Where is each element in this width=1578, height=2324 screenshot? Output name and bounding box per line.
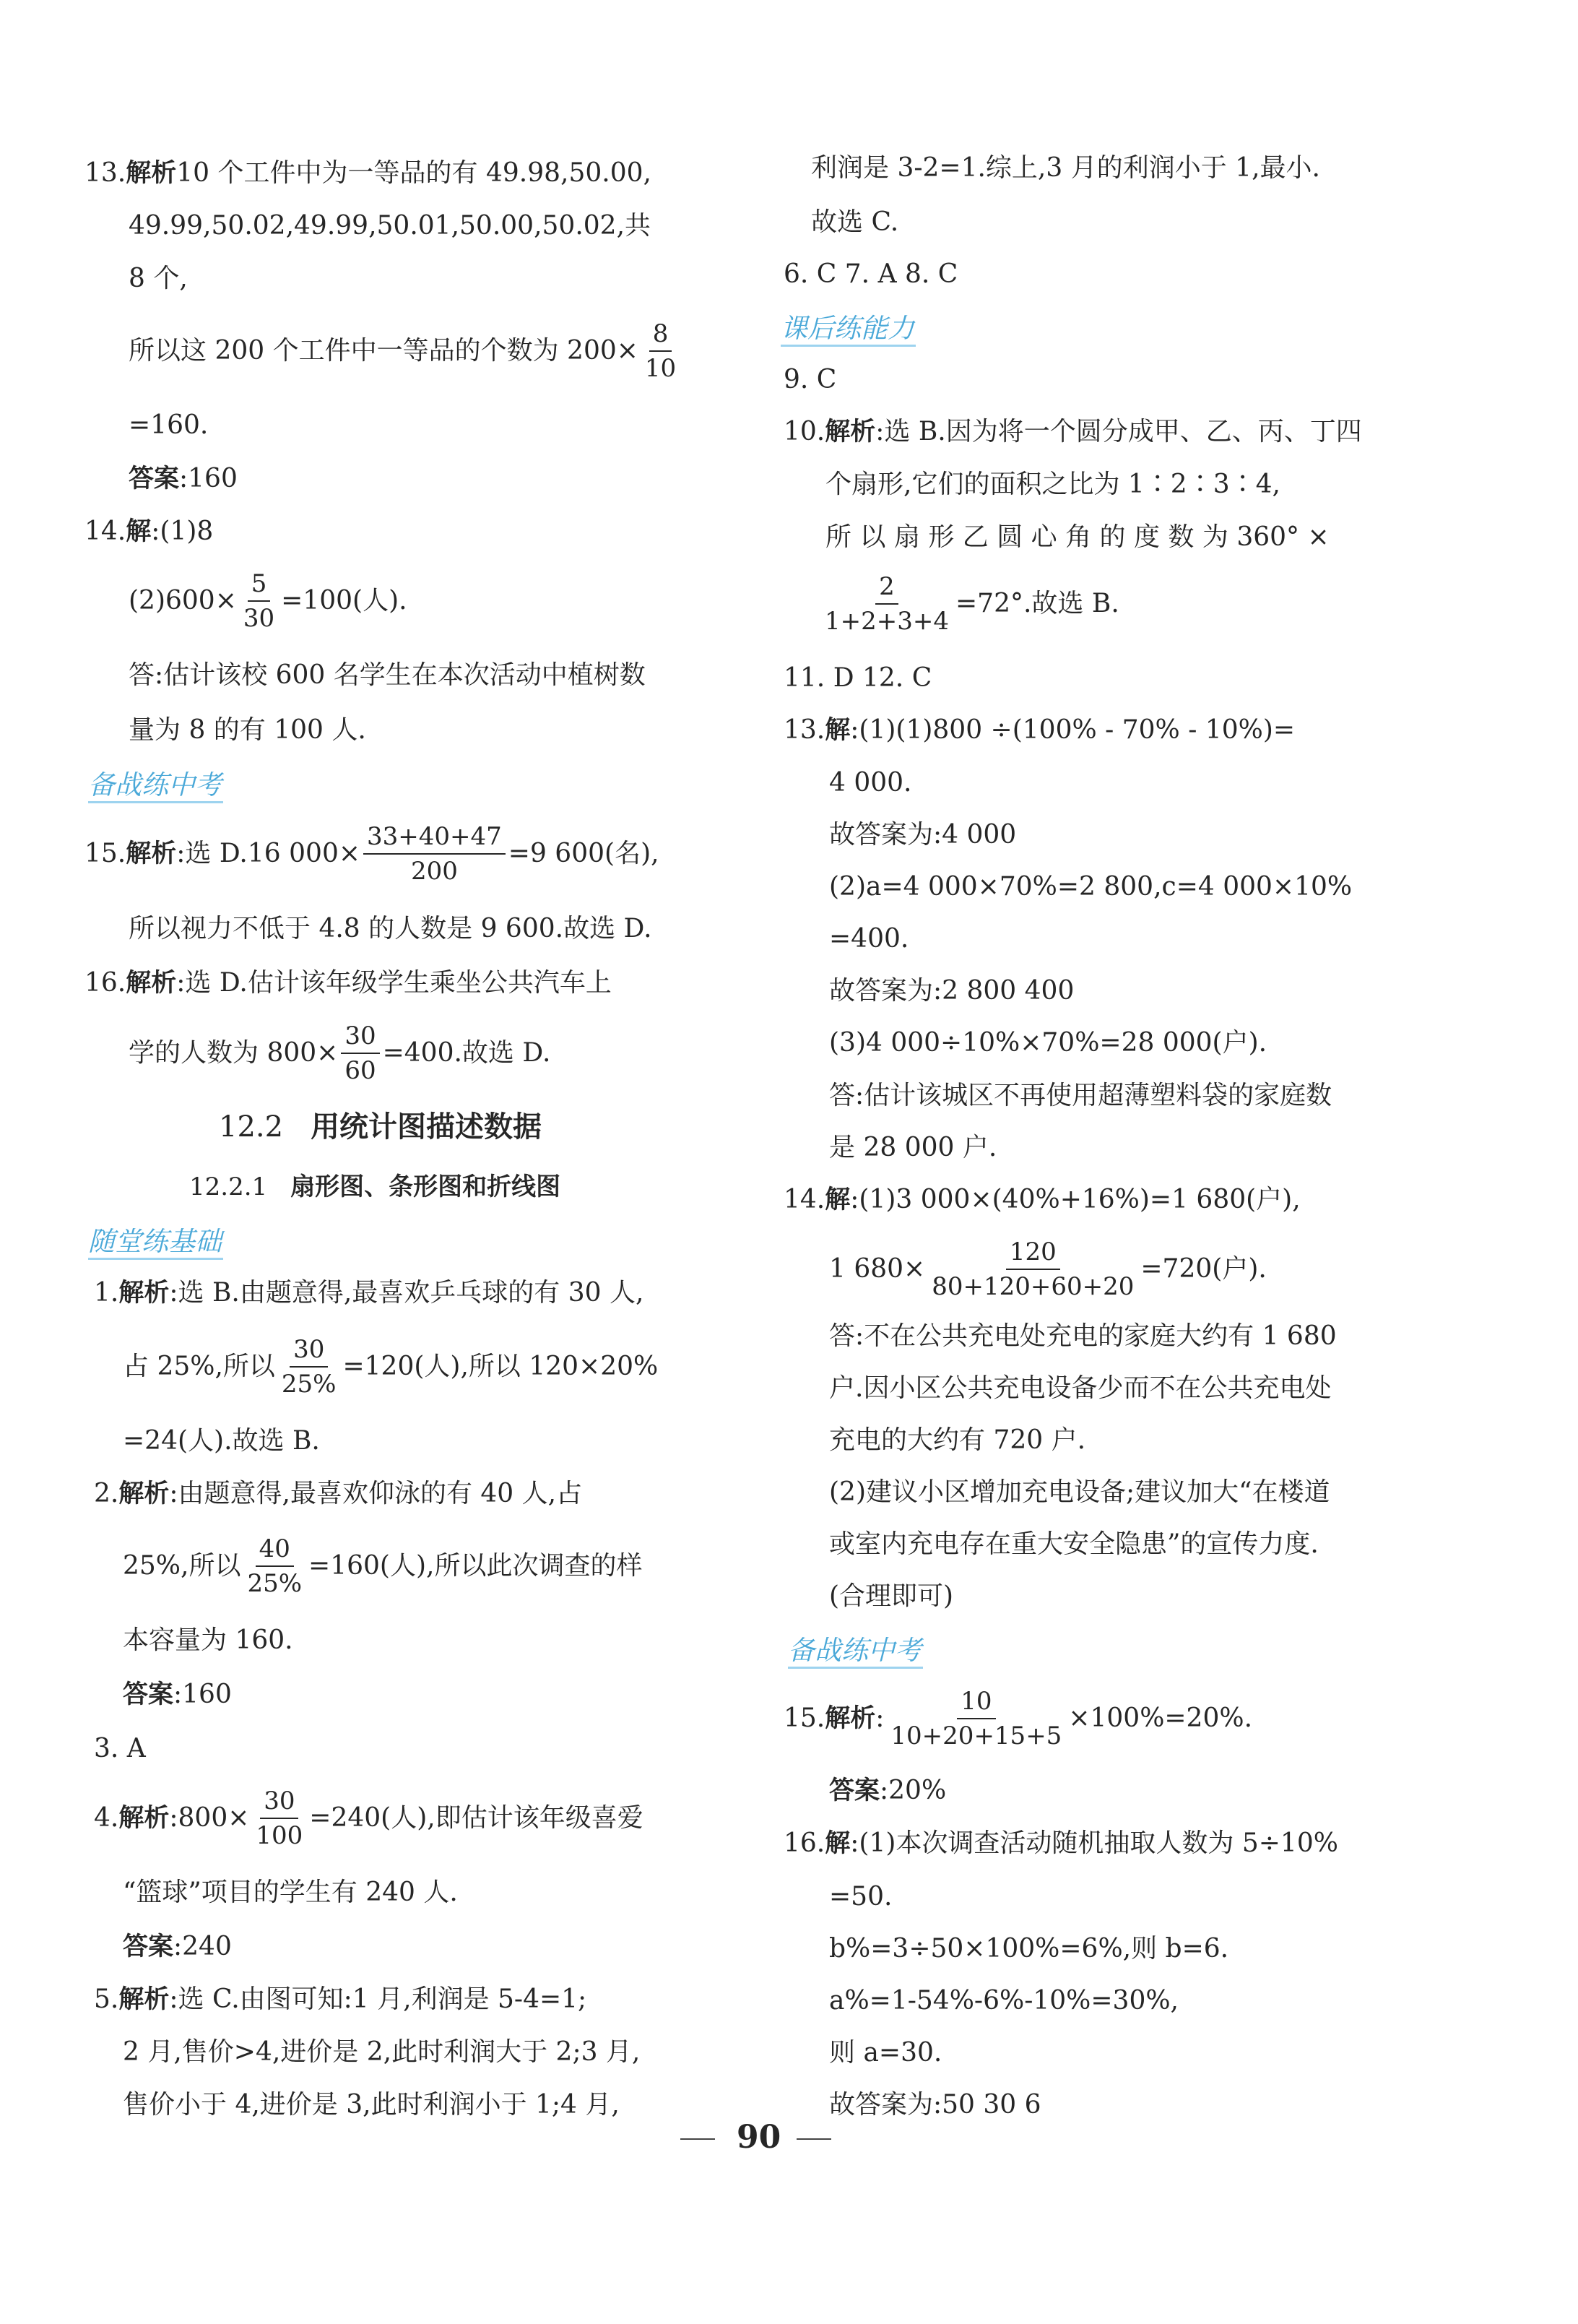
footer-rule-right (797, 2138, 831, 2140)
section-exam-prep-2: 备战练中考 (788, 1635, 922, 1666)
text-line: 学的人数为 800× $\frac{30}{60}$ =400.故选 D. (129, 1021, 551, 1085)
fraction: $\frac{30}{60}$ (341, 1021, 379, 1086)
text-line: 25%,所以 $\frac{40}{25\%}$ =160(人),所以此次调查的样 (123, 1534, 643, 1598)
text-line: 所 以 扇 形 乙 圆 心 角 的 度 数 为 360° × (825, 522, 1330, 552)
text-line: (2)600× $\frac{5}{30}$ =100(人). (129, 569, 407, 633)
text-line: 充电的大约有 720 户. (829, 1425, 1086, 1455)
section-exam-prep: 备战练中考 (88, 769, 222, 800)
question-2: 2.解析:由题意得,最喜欢仰泳的有 40 人,占 (94, 1479, 583, 1508)
text-line: 所以视力不低于 4.8 的人数是 9 600.故选 D. (129, 914, 652, 943)
text-line: 则 a=30. (829, 2038, 942, 2068)
text-line: “篮球”项目的学生有 240 人. (123, 1878, 458, 1907)
fraction: $\frac{2}{1+2+3+4}$ (825, 571, 949, 636)
text-line: 故答案为:50 30 6 (829, 2090, 1041, 2120)
question-16: 16.解析:选 D.估计该年级学生乘坐公共汽车上 (84, 968, 612, 998)
text-line: =160. (129, 410, 209, 440)
text-line: 2 月,售价>4,进价是 2,此时利润大于 2;3 月, (123, 2037, 641, 2067)
text-line: 售价小于 4,进价是 3,此时利润小于 1;4 月, (123, 2090, 620, 2120)
section-after-class: 课后练能力 (781, 313, 914, 344)
fraction: $\frac{30}{100}$ (256, 1786, 303, 1850)
text-line: 占 25%,所以 $\frac{30}{25\%}$ =120(人),所以 120×20% (123, 1334, 659, 1399)
fraction: $\frac{8}{10}$ (644, 319, 677, 383)
answer-line: 答案:160 (129, 464, 238, 493)
page-number: 90 (737, 2119, 781, 2156)
section-title: 12.2 用统计图描述数据 (219, 1110, 542, 1144)
fraction: $\frac{10}{10+20+15+5}$ (890, 1686, 1062, 1750)
question-10: 10.解析:选 B.因为将一个圆分成甲、乙、丙、丁四 (784, 417, 1362, 446)
answer-line: 答案:20% (829, 1776, 947, 1805)
text-line: 答:不在公共充电处充电的家庭大约有 1 680 (829, 1321, 1337, 1351)
text-line: (2)a=4 000×70%=2 800,c=4 000×10% (829, 872, 1353, 902)
text-line: 8 个, (129, 264, 188, 293)
text-line: (合理即可) (829, 1581, 954, 1611)
question-16: 16.解:(1)本次调查活动随机抽取人数为 5÷10% (784, 1828, 1338, 1858)
question-14: 14.解:(1)3 000×(40%+16%)=1 680(户), (784, 1185, 1301, 1214)
text-line: 量为 8 的有 100 人. (129, 715, 366, 745)
text-line: $\frac{2}{1+2+3+4}$ =72°.故选 B. (821, 572, 1119, 636)
text-line: 或室内充电存在重大安全隐患”的宣传力度. (829, 1529, 1319, 1559)
text-line: 本容量为 160. (123, 1625, 293, 1655)
question-15: 15. 解析 : $\frac{10}{10+20+15+5}$ ×100%=20%. (784, 1686, 1253, 1750)
text-line: a%=1-54%-6%-10%=30%, (829, 1986, 1179, 2016)
text-line: 故选 C. (811, 207, 899, 237)
text-line: 故答案为:4 000 (829, 820, 1017, 850)
question-13: 13.解:(1)(1)800 ÷(100% - 70% - 10%)= (784, 715, 1296, 745)
text-line: =24(人).故选 B. (123, 1426, 320, 1456)
text-line: =400. (829, 924, 909, 954)
answer-line: 答案:160 (123, 1680, 232, 1709)
text-line: (2)建议小区增加充电设备;建议加大“在楼道 (829, 1477, 1330, 1507)
question-1: 1.解析:选 B.由题意得,最喜欢乒乓球的有 30 人, (94, 1278, 644, 1308)
text-line: 个扇形,它们的面积之比为 1∶2∶3∶4, (825, 470, 1280, 499)
text-line: 4 000. (829, 768, 912, 798)
text-line: 户.因小区公共充电设备少而不在公共充电处 (829, 1373, 1332, 1403)
subsection-title: 12.2.1 扇形图、条形图和折线图 (189, 1172, 561, 1201)
text-line: 是 28 000 户. (829, 1133, 997, 1162)
text-line: b%=3÷50×100%=6%,则 b=6. (829, 1934, 1229, 1964)
text-line: =50. (829, 1882, 893, 1912)
question-4: 4. 解析 :800× $\frac{30}{100}$ =240(人),即估计该年级喜爱 (94, 1786, 643, 1850)
question-13: 13.解析10 个工件中为一等品的有 49.98,50.00, (84, 158, 651, 188)
question-15: 15. 解析 :选 D.16 000× $\frac{33+40+47}{200}$ =9 600(名), (84, 821, 659, 886)
fraction: $\frac{33+40+47}{200}$ (363, 822, 506, 886)
footer-rule-left (680, 2138, 715, 2140)
text-line: 故答案为:2 800 400 (829, 976, 1075, 1006)
fraction: $\frac{5}{30}$ (243, 569, 275, 633)
text-line: 所以这 200 个工件中一等品的个数为 200× $\frac{8}{10}$ (129, 319, 682, 383)
fraction: $\frac{30}{25\%}$ (281, 1334, 337, 1399)
text-line: (3)4 000÷10%×70%=28 000(户). (829, 1028, 1267, 1058)
answers-6-8: 6. C 7. A 8. C (784, 259, 958, 289)
text-line: 利润是 3-2=1.综上,3 月的利润小于 1,最小. (811, 153, 1320, 183)
text-line: 49.99,50.02,49.99,50.01,50.00,50.02,共 (129, 211, 651, 241)
question-5: 5.解析:选 C.由图可知:1 月,利润是 5-4=1; (94, 1984, 587, 2014)
fraction: $\frac{40}{25\%}$ (247, 1534, 303, 1598)
fraction: $\frac{120}{80+120+60+20}$ (932, 1237, 1135, 1301)
question-14: 14.解:(1)8 (84, 517, 214, 546)
section-in-class: 随堂练基础 (88, 1226, 222, 1257)
text-line: 答:估计该校 600 名学生在本次活动中植树数 (129, 660, 646, 690)
text-line: 1 680× $\frac{120}{80+120+60+20}$ =720(户). (829, 1237, 1267, 1301)
answer-line: 答案:240 (123, 1932, 232, 1961)
question-9: 9. C (784, 365, 837, 394)
text-line: 答:估计该城区不再使用超薄塑料袋的家庭数 (829, 1081, 1332, 1110)
question-3: 3. A (94, 1734, 146, 1763)
answers-11-12: 11. D 12. C (784, 663, 932, 693)
